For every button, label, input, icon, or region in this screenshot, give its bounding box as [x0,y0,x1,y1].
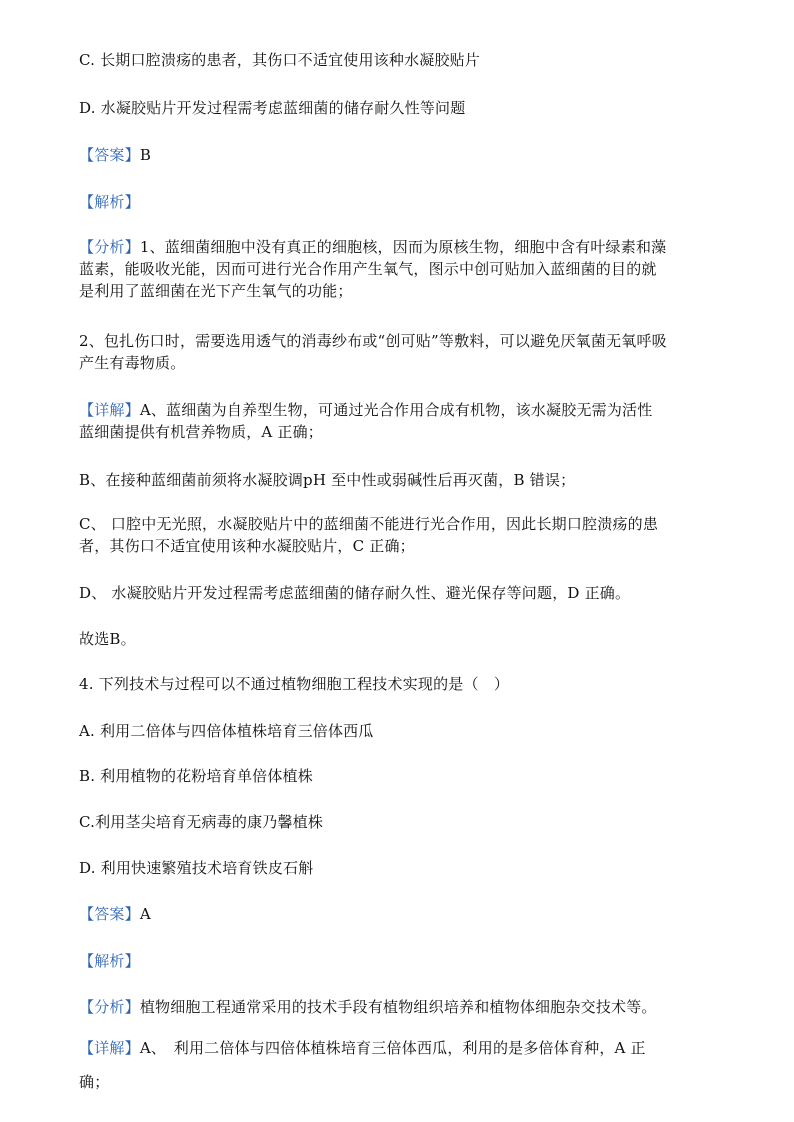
q4-analysis-heading [79,950,705,972]
answer-tag: 【答案】 [79,146,140,164]
detail-c-line-2: 者，其伤口不适宜使用该种水凝胶贴片，C 正确； [79,537,415,555]
q4-option-a: A. 利用二倍体与四倍体植株培育三倍体西瓜 [79,722,374,740]
fenxi-p1-line-2: 蓝素，能吸收光能，因而可进行光合作用产生氧气，图示中创可贴加入蓝细菌的目的就 [79,260,657,278]
q4-option-d: D. 利用快速繁殖技术培育铁皮石斛 [79,859,314,877]
q4-fenxi-paragraph [79,996,705,1018]
detail-c-paragraph [79,513,705,557]
answer-line [79,144,705,166]
fenxi-p2-line-1: 2、包扎伤口时，需要选用透气的消毒纱布或“创可贴”等敷料，可以避免厌氧菌无氧呼吸 [79,332,667,350]
q4-detail-a-line-2: 确； [79,1073,110,1091]
q4-option-c: C.利用茎尖培育无病毒的康乃馨植株 [79,813,324,831]
q4-analysis-tag: 【解析】 [79,952,140,970]
q4-detail-paragraph [79,1031,705,1099]
option-c-text: C. 长期口腔溃疡的患者，其伤口不适宜使用该种水凝胶贴片 [79,51,481,69]
detail-c-line-1: C、 口腔中无光照，水凝胶贴片中的蓝细菌不能进行光合作用，因此长期口腔溃疡的患 [79,515,659,533]
q4-option-b: B. 利用植物的花粉培育单倍体植株 [79,767,313,785]
q4-detail-tag: 【详解】 [79,1039,140,1057]
fenxi-p2-line-2: 产生有毒物质。 [79,354,186,372]
fenxi-tag: 【分析】 [79,238,140,256]
detail-d-text: D、 水凝胶贴片开发过程需考虑蓝细菌的储存耐久性、避光保存等问题，D 正确。 [79,584,631,602]
q4-fenxi-text: 植物细胞工程通常采用的技术手段有植物组织培养和植物体细胞杂交技术等。 [139,998,657,1016]
detail-a-paragraph [79,399,705,443]
detail-a-line-2: 蓝细菌提供有机营养物质，A 正确； [79,423,324,441]
option-d-text: D. 水凝胶贴片开发过程需考虑蓝细菌的储存耐久性等问题 [79,99,466,117]
answer-value: B [139,146,152,164]
q4-detail-a-line-1: A、 利用二倍体与四倍体植株培育三倍体西瓜，利用的是多倍体育种，A 正 [139,1039,646,1057]
q4-answer-line [79,903,705,925]
question-4-text: 4. 下列技术与过程可以不通过植物细胞工程技术实现的是（ ） [79,675,510,693]
fenxi-p1-line-3: 是利用了蓝细菌在光下产生氧气的功能； [79,282,353,300]
q4-answer-value: A [139,905,151,923]
q4-answer-tag: 【答案】 [79,905,140,923]
analysis-heading [79,191,705,213]
fenxi-paragraph-1 [79,236,705,302]
q4-fenxi-tag: 【分析】 [79,998,140,1016]
detail-tag: 【详解】 [79,401,140,419]
fenxi-p1-line-1: 1、蓝细菌细胞中没有真正的细胞核，因而为原核生物，细胞中含有叶绿素和藻 [139,238,667,256]
fenxi-paragraph-2 [79,330,705,374]
analysis-tag: 【解析】 [79,193,140,211]
detail-a-line-1: A、蓝细菌为自养型生物，可通过光合作用合成有机物，该水凝胶无需为活性 [139,401,653,419]
detail-b-text: B、在接种蓝细菌前须将水凝胶调pH 至中性或弱碱性后再灭菌，B 错误； [79,471,576,489]
conclusion-text: 故选B。 [79,630,136,648]
